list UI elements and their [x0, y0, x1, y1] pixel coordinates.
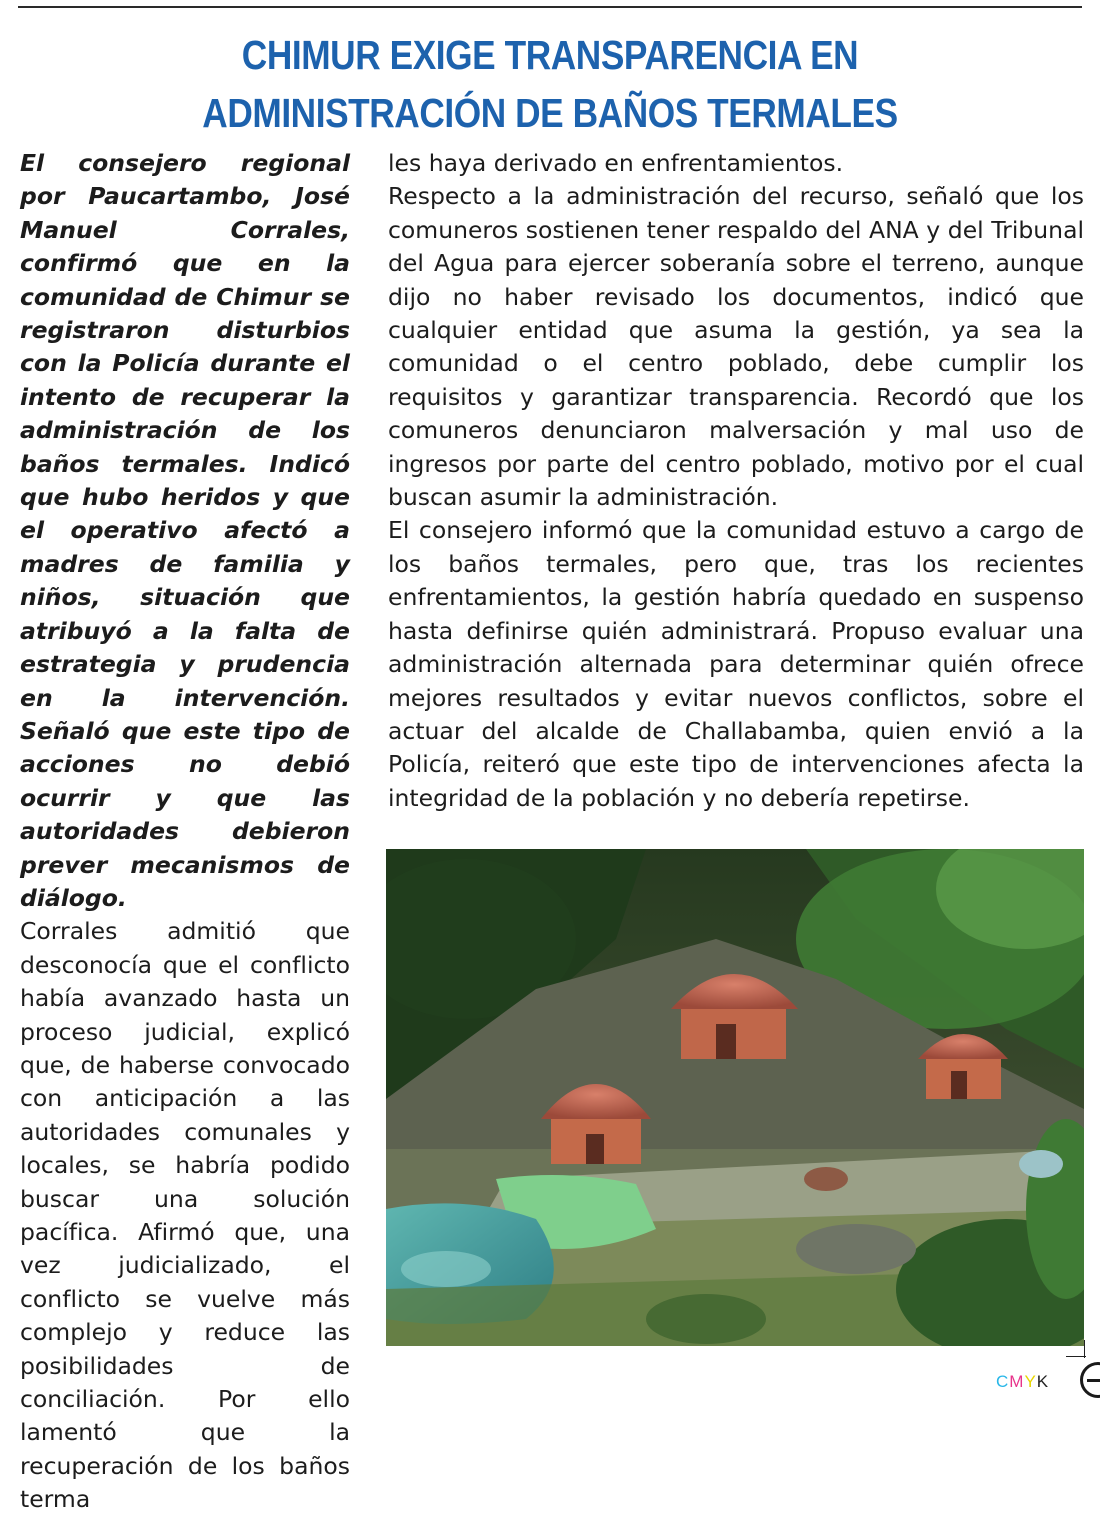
article-paragraph-3: El consejero informó que la comunidad estuvo a cargo de los baños termales, pero que, tras los recientes enfrentamientos, la gestión habría quedado en suspenso hasta definirse quién administrará. Propuso evaluar una administración alternada para determinar quién ofrece mejores resultados y evitar nuevos conflictos, sobre el actuar del alcalde de Challabamba, quien envió a la Policía, reiteró que este tipo de intervenciones afecta la integridad de la población y no debería repetirse. — [388, 516, 1084, 812]
crop-mark-horizontal — [1066, 1356, 1086, 1357]
headline-line-2: ADMINISTRACIÓN DE BAÑOS TERMALES — [202, 90, 898, 136]
cmyk-color-bar — [996, 1372, 1049, 1392]
headline — [77, 26, 1023, 142]
hot-springs-photo — [386, 849, 1084, 1346]
hot-springs-illustration — [386, 849, 1084, 1346]
article-lead: El consejero regional por Paucartambo, José Manuel Corrales, confirmó que en la comunidad de Chimur se registraron disturbios con la Policía durante el intento de recuperar la administración de los baños termales. Indicó que hubo heridos y que el operativo afectó a madres de familia y niños, situación que atribuyó a la falta de estrategia y prudencia en la intervención. Señaló que este tipo de acciones no debió ocurrir y que las autoridades debieron prever mecanismos de diálogo. — [20, 149, 350, 912]
article-paragraph-2: Respecto a la administración del recurso, señaló que los comuneros sostienen tener respaldo del ANA y del Tribunal del Agua para ejercer soberanía sobre el terreno, aunque dijo no haber revisado los documentos, indicó que cualquier entidad que asuma la gestión, ya sea la comunidad o el centro poblado, debe cumplir los requisitos y garantizar transparencia. Recordó que los comuneros denunciaron malversación y mal uso de ingresos por parte del centro poblado, motivo por el cual buscan asumir la administración. — [388, 182, 1084, 512]
article-column-right — [388, 147, 1084, 815]
cmyk-y: Y — [1024, 1372, 1037, 1391]
registration-mark-icon — [1080, 1362, 1100, 1398]
cmyk-m: M — [1009, 1372, 1025, 1391]
cmyk-c: C — [996, 1372, 1010, 1391]
top-rule — [18, 6, 1082, 8]
headline-line-1: CHIMUR EXIGE TRANSPARENCIA EN — [241, 32, 859, 78]
article-paragraph-1-end: les haya derivado en enfrentamientos. — [388, 149, 844, 177]
article-paragraph-1-start: Corrales admitió que desconocía que el conflicto había avanzado hasta un proceso judicial, explicó que, de haberse convocado con anticipación a las autoridades comunales y locales, se habría podido buscar una solución pacífica. Afirmó que, una vez judicializado, el conflicto se vuelve más complejo y reduce las posibilidades de conciliación. Por ello lamentó que la recuperación de los baños terma — [20, 917, 350, 1514]
article-column-left — [20, 147, 350, 1517]
cmyk-k: K — [1036, 1372, 1050, 1391]
